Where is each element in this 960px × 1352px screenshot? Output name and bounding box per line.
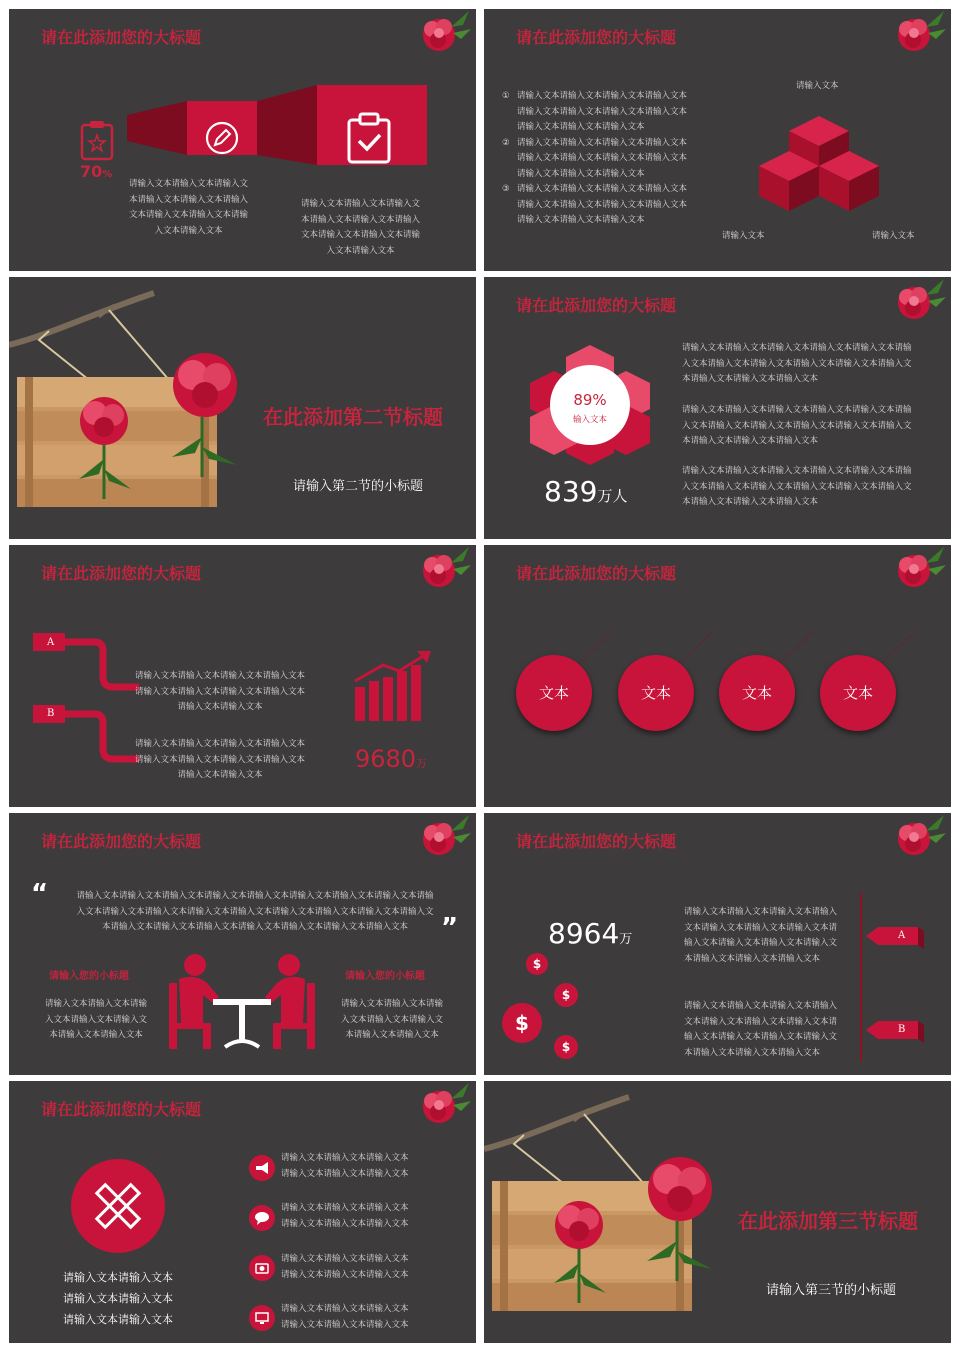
numbered-list [502,89,712,229]
ruler-pencil-icon [90,1178,146,1234]
list-item: ② 请输入文本请输入文本请输入文本请输入文本 请输入文本请输入文本请输入文本请输入文本 请输入文本请输入文本请输入文本 [502,137,688,179]
chat-icon [249,1205,275,1231]
text-block-a: 请输入文本请输入文本请输入文 本请输入文本请输入文本请输入 文本请输入文本请输入文本请输 入文本请输入文本 [128,179,248,236]
pencil-icon [205,121,239,155]
coin-icon: $ [502,1003,542,1043]
slide-10 [484,1081,951,1343]
cube-label-top: 请输入文本 [796,81,839,91]
big-number: 9680万 [355,745,428,773]
peony-flower-small [69,389,139,499]
cube-label-left: 请输入文本 [722,231,765,241]
branch-decoration [9,285,169,355]
coin-icon: $ [526,953,548,975]
slide-6 [484,545,951,807]
paragraph-3: 请输入文本请输入文本请输入文本请输入文本请输入文本请输 入文本请输入文本请输入文本请输入文本请输入文本请输入文 本请输入文本请输入文本请输入文本 [682,466,912,507]
left-text: 请输入文本请输入文本请输 入文本请输入文本请输入文 本请输入文本请输入文本 [44,999,147,1040]
percent-value: 89% [573,391,607,409]
peony-flower-large [632,1151,732,1281]
percent-value: 70% [80,162,113,181]
tag-b-label: B [898,1024,906,1035]
list-item-1-text: 请输入文本请输入文本请输入文本 请输入文本请输入文本请输入文本 [281,1153,409,1179]
growth-bar-chart-icon [353,651,435,721]
divider-line [860,893,862,1061]
tag-b [866,1019,926,1041]
slide-2 [484,9,951,271]
clipboard-star-icon [79,121,115,161]
left-subtitle: 请输入您的小标题 [49,971,129,982]
slide-title: 请在此添加您的大标题 [41,1100,202,1119]
list-item-3-text: 请输入文本请输入文本请输入文本 请输入文本请输入文本请输入文本 [281,1254,409,1280]
text-block-a: 请输入文本请输入文本请输入文本请输入文本 请输入文本请输入文本请输入文本请输入文本 请输入文本请输入文本 [134,671,305,712]
right-subtitle: 请输入您的小标题 [345,971,425,982]
percent-label: 输入文本 [572,415,607,425]
paragraph-2: 请输入文本请输入文本请输入文本请输入文本请输入文本请输 入文本请输入文本请输入文本请输入文本请输入文本请输入文 本请输入文本请输入文本请输入文本 [682,405,912,446]
slide-title: 请在此添加您的大标题 [41,564,202,583]
text-block-b: 请输入文本请输入文本请输入文本请输入文本 请输入文本请输入文本请输入文本请输入文本 请输入文本请输入文本 [134,739,305,780]
cube-stack-graphic [754,101,884,221]
megaphone-icon [249,1155,275,1181]
list-item: ① 请输入文本请输入文本请输入文本请输入文本 请输入文本请输入文本请输入文本请输入文本 请输入文本请输入文本请输入文本 [502,91,688,132]
section-title: 在此添加第三节标题 [738,1209,918,1233]
quote-close-icon: ” [441,913,459,943]
slide-title: 请在此添加您的大标题 [516,832,677,851]
circle-2: 文本 [618,655,694,731]
monitor-icon [249,1305,275,1331]
peony-decoration [417,9,473,59]
slide-9 [9,1081,476,1343]
branch-decoration [484,1089,644,1159]
text-block-b: 请输入文本请输入文本请输入文 本请输入文本请输入文本请输入 文本请输入文本请输入文本请输 入文本请输入文本 [300,199,420,256]
slide-title: 请在此添加您的大标题 [41,28,202,47]
slide-title: 请在此添加您的大标题 [41,832,202,851]
coin-icon: $ [554,1035,578,1059]
section-subtitle: 请输入第三节的小标题 [766,1283,897,1298]
peony-flower-small [544,1193,614,1303]
clipboard-check-icon [347,114,391,164]
meeting-people-icon [167,953,317,1053]
peony-decoration [892,277,948,327]
slide-title: 请在此添加您的大标题 [516,564,677,583]
text-block-b: 请输入文本请输入文本请输入文本请输入 文本请输入文本请输入文本请输入文本请 输入文本请输入文本请输入文本请输入文 本请输入文本请输入文本请输入文本 [684,1001,838,1058]
peony-decoration [417,1081,473,1131]
text-block-a: 请输入文本请输入文本请输入文本请输入 文本请输入文本请输入文本请输入文本请 输入文本请输入文本请输入文本请输入文 本请输入文本请输入文本请输入文本 [684,907,838,964]
peony-decoration [417,545,473,595]
section-subtitle: 请输入第二节的小标题 [293,479,424,494]
slide-4 [484,277,951,539]
list-item: ③ 请输入文本请输入文本请输入文本请输入文本 请输入文本请输入文本请输入文本请输入文本 请输入文本请输入文本请输入文本 [502,184,688,225]
circle-4: 文本 [820,655,896,731]
list-item-4-text: 请输入文本请输入文本请输入文本 请输入文本请输入文本请输入文本 [281,1304,409,1330]
list-item-2-text: 请输入文本请输入文本请输入文本 请输入文本请输入文本请输入文本 [281,1203,409,1229]
coin-icon: $ [554,983,578,1007]
circle-3: 文本 [719,655,795,731]
circle-1: 文本 [516,655,592,731]
slide-1 [9,9,476,271]
tag-a [866,925,926,947]
tag-a-label: A [898,930,906,941]
label-a: A [47,637,55,648]
peony-flower-large [157,347,257,477]
slide-7 [9,813,476,1075]
peony-decoration [417,813,473,863]
right-text: 请输入文本请输入文本请输 入文本请输入文本请输入文 本请输入文本请输入文本 [340,999,443,1040]
section-title: 在此添加第二节标题 [263,405,443,429]
big-number: 8964万 [548,917,633,950]
slide-title: 请在此添加您的大标题 [516,296,677,315]
paragraph-1: 请输入文本请输入文本请输入文本请输入文本请输入文本请输 入文本请输入文本请输入文本请输入文本请输入文本请输入文 本请输入文本请输入文本请输入文本 [682,343,912,384]
quote-open-icon: “ [31,879,49,909]
cube-label-right: 请输入文本 [872,231,915,241]
left-text: 请输入文本请输入文本 请输入文本请输入文本 请输入文本请输入文本 [63,1271,173,1326]
quote-text: 请输入文本请输入文本请输入文本请输入文本请输入文本请输入文本请输入文本请输入文本请输 入文本请输入文本请输入文本请输入文本请输入文本请输入文本请输入文本请输入文本请输入文 本请输入文本请输入文本请输入文本请输入文本请输入文本请输入文本请输入文本 [76,891,434,932]
peony-decoration [892,9,948,59]
slide-title: 请在此添加您的大标题 [516,28,677,47]
slide-5 [9,545,476,807]
peony-decoration [892,813,948,863]
big-number: 839万人 [544,475,628,508]
slide-8 [484,813,951,1075]
slide-3 [9,277,476,539]
label-b: B [47,708,55,719]
camera-icon [249,1255,275,1281]
